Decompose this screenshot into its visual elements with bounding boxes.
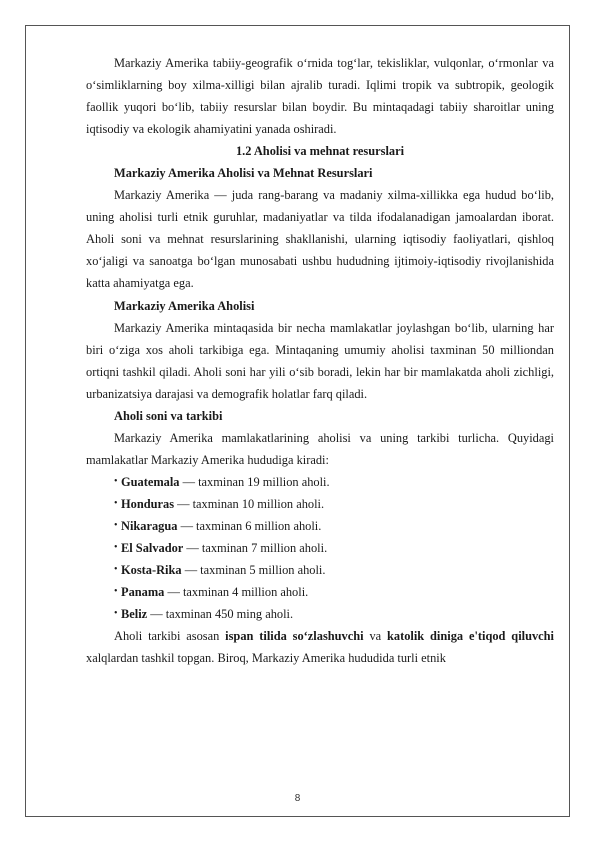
text-run: Aholi tarkibi asosan [114, 629, 226, 644]
country-name: Nikaragua [121, 518, 178, 533]
list-item [86, 515, 554, 537]
section-title: 1.2 Aholisi va mehnat resurslari [235, 144, 405, 159]
list-item [86, 493, 554, 515]
list-item [86, 537, 554, 559]
country-population: — taxminan 5 million aholi. [181, 563, 326, 578]
page-number: 8 [294, 793, 301, 804]
country-name: Honduras [121, 496, 175, 511]
paragraph-natural-conditions: Markaziy Amerika tabiiy-geografik o‘rnida tog‘lar, tekisliklar, vulqonlar, o‘rmonlar va o‘simliklarning boy xilma-xilligi bilan ajralib turadi. Iqlimi tropik va subtropik, geologik faollik yuqori bo‘lib, tabiiy resurslar bilan boydir. Bu mintaqadagi tabiiy sharoitlar uning iqtisodiy va ekologik ahamiyatini yanada oshiradi. [86, 56, 554, 137]
country-population: — taxminan 10 million aholi. [174, 496, 325, 511]
country-name: El Salvador [121, 541, 184, 556]
country-name: Beliz [121, 607, 148, 622]
country-name: Kosta-Rika [121, 563, 182, 578]
list-item [86, 603, 554, 625]
list-item [86, 471, 554, 493]
paragraph-countries-intro: Markaziy Amerika mamlakatlarining aholisi va uning tarkibi turlicha. Quyidagi mamlakatlar Markaziy Amerika hududiga kiradi: [86, 430, 554, 467]
text-run-bold: katolik diniga e'tiqod qiluvchi [387, 629, 554, 644]
country-population: — taxminan 7 million aholi. [183, 541, 328, 556]
paragraph-population-intro: Markaziy Amerika — juda rang-barang va madaniy xilma-xillikka ega hudud bo‘lib, uning aholisi turli etnik guruhlar, madaniyatlar va tilda ifodalanadigan jamoalardan iborat. Aholi soni va mehnat resurslarining shakllanishi, ularning iqtisodiy faoliyatlari, qishloq xo‘jaligi va sanoatga bo‘lgan munosabati ushbu hududning ijtimoiy-iqtisodiy rivojlanishida katta ahamiyatga ega. [86, 188, 554, 291]
heading-population-labor: Markaziy Amerika Aholisi va Mehnat Resurslari [114, 166, 373, 181]
paragraph-population-overview: Markaziy Amerika mintaqasida bir necha mamlakatlar joylashgan bo‘lib, ularning har biri o‘ziga xos aholi tarkibiga ega. Mintaqaning umumiy aholisi taxminan 50 milliondan ortiqni tashkil qiladi. Aholi soni har yili o‘sib boradi, lekin har bir mamlakatda aholi zichligi, urbanizatsiya darajasi va demografik holatlar farq qiladi. [86, 320, 554, 401]
list-item [86, 581, 554, 603]
paragraph-ethnic-composition [86, 625, 554, 669]
country-population: — taxminan 6 million aholi. [177, 518, 322, 533]
country-population: — taxminan 4 million aholi. [164, 585, 309, 600]
text-run-bold: ispan tilida so‘zlashuvchi [225, 629, 364, 644]
text-run: va [363, 629, 387, 644]
country-population: — taxminan 19 million aholi. [179, 474, 330, 489]
country-list [86, 471, 554, 625]
list-item [86, 559, 554, 581]
country-population: — taxminan 450 ming aholi. [147, 607, 294, 622]
country-name: Panama [121, 585, 165, 600]
text-run: xalqlardan tashkil topgan. Biroq, Markaziy Amerika hududida turli etnik [86, 651, 446, 666]
heading-population: Markaziy Amerika Aholisi [114, 298, 255, 313]
heading-population-composition: Aholi soni va tarkibi [114, 408, 223, 423]
country-name: Guatemala [121, 474, 180, 489]
page-content [86, 52, 554, 669]
